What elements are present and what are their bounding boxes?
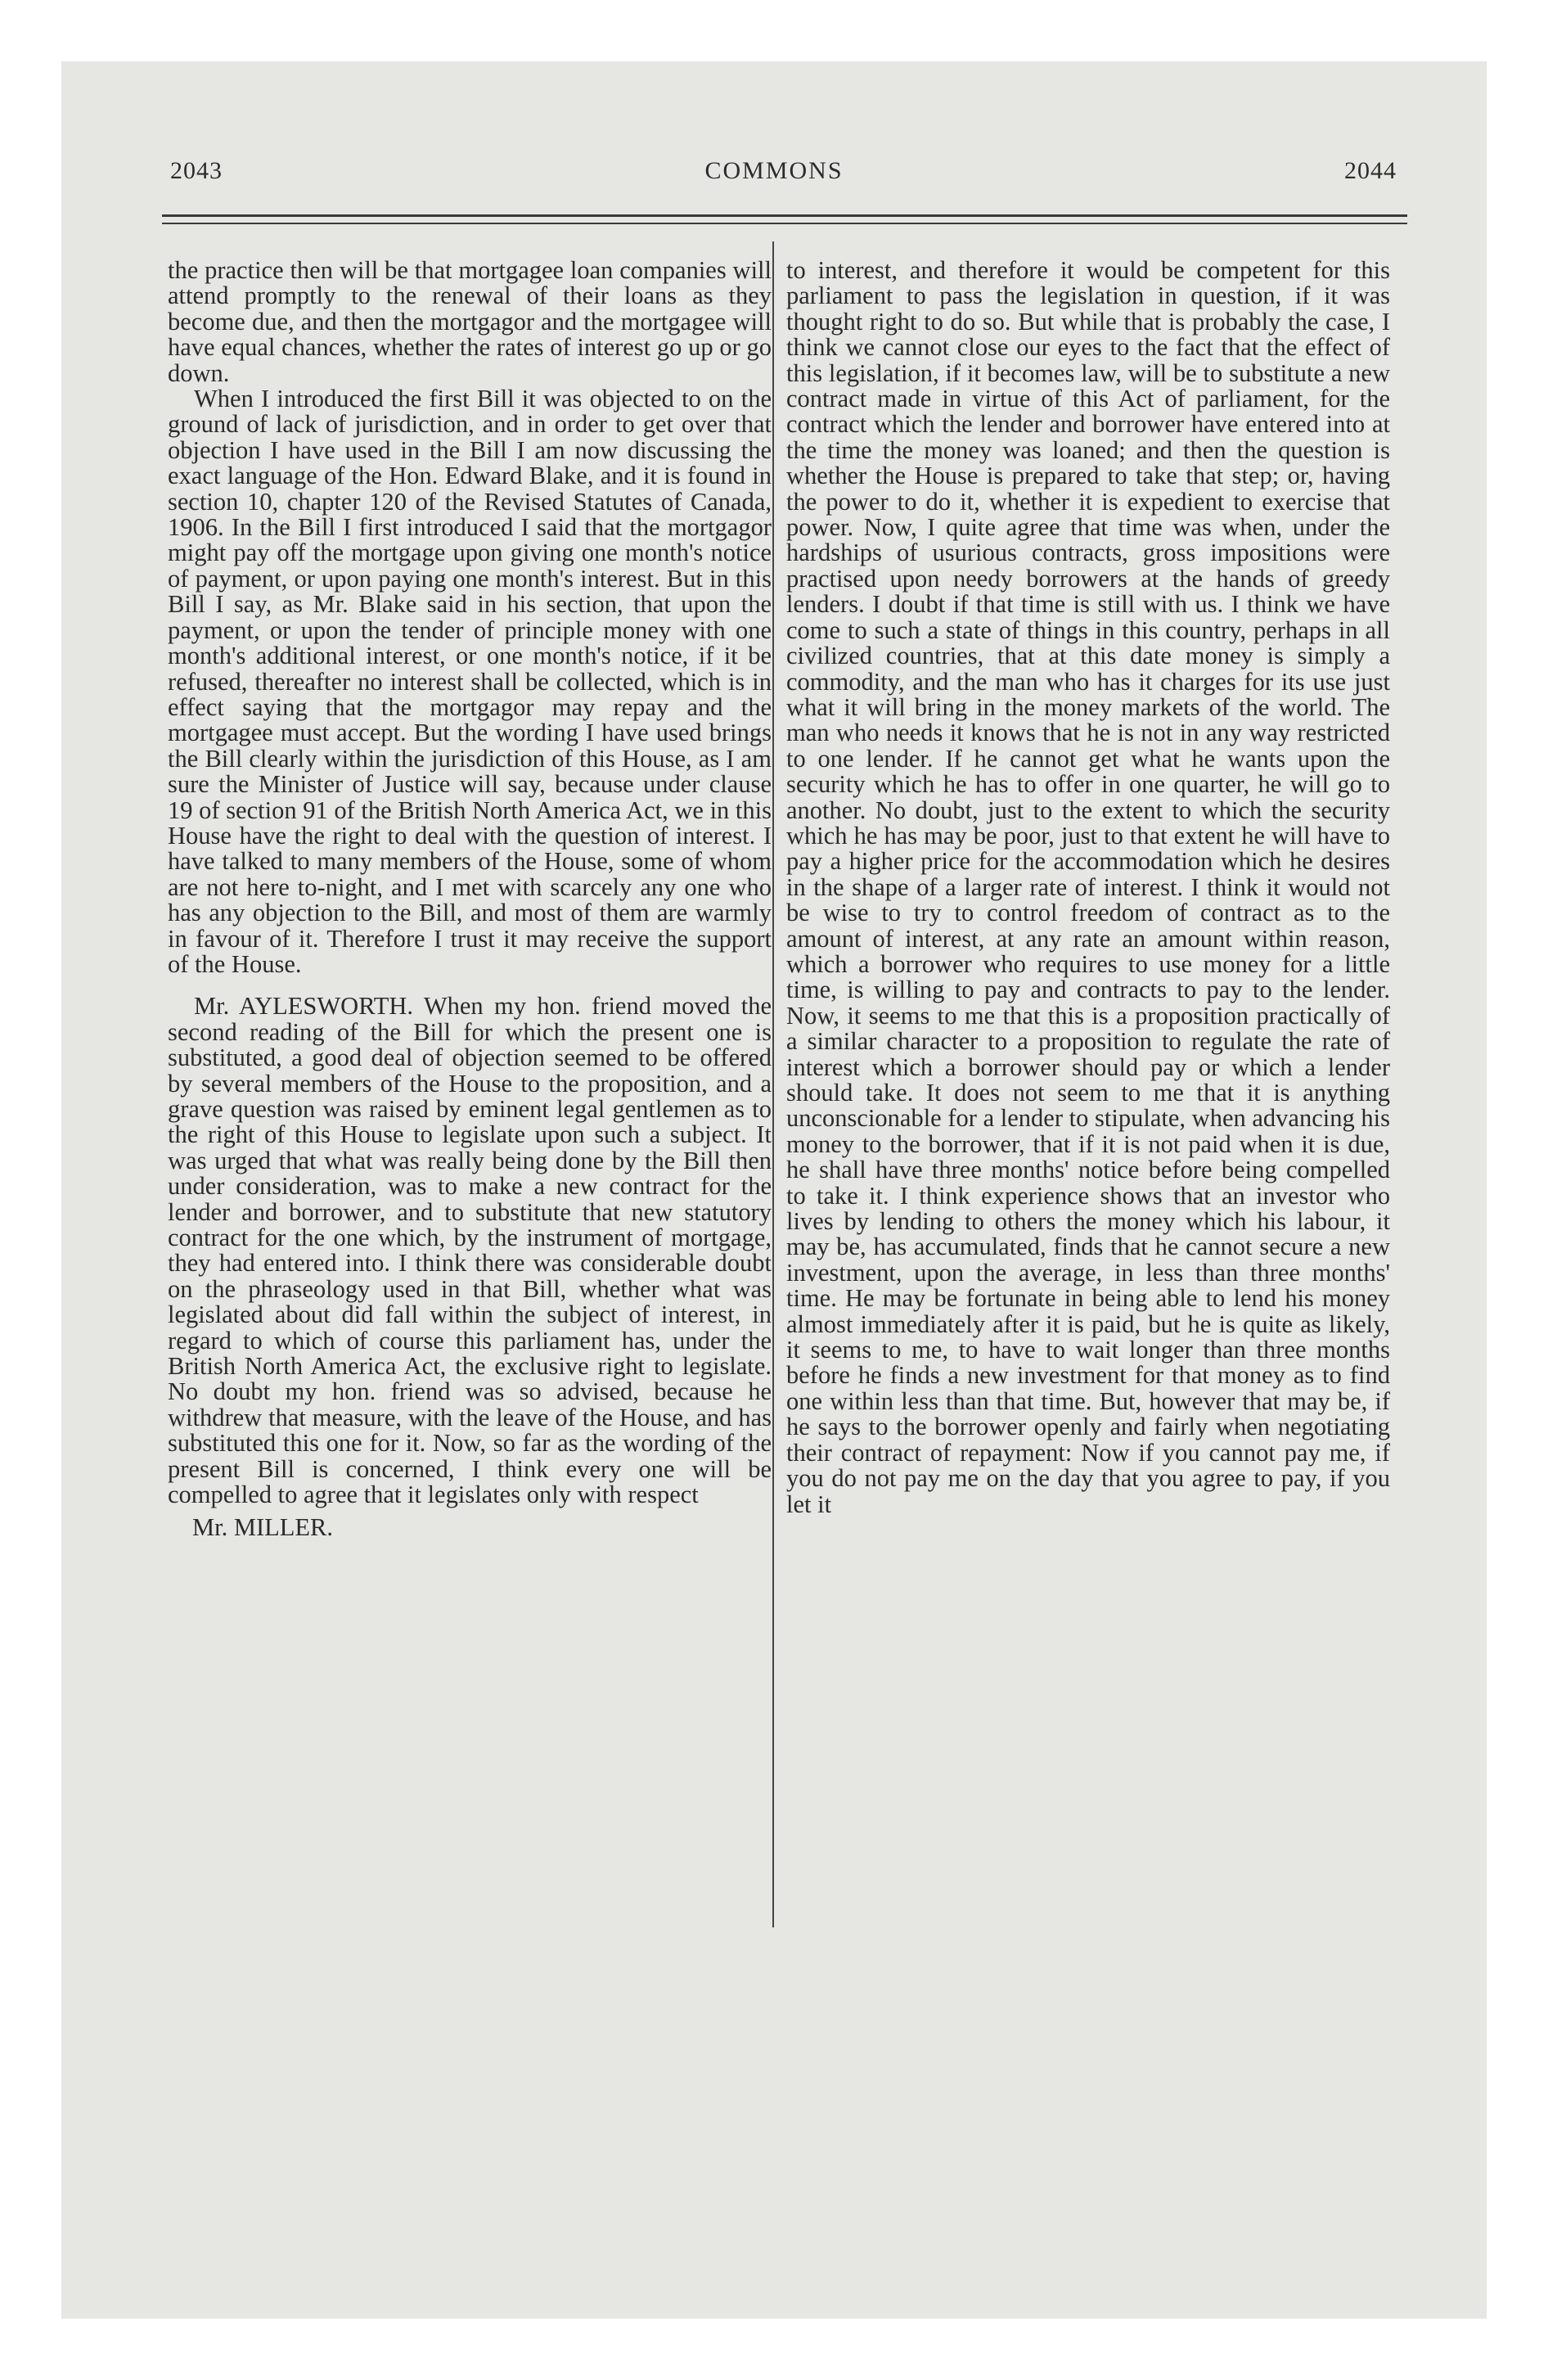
right-column (786, 258, 1390, 1517)
left-paragraph: the practice then will be that mortgagee loan companies will attend promptly to the renewal of their loans as they become due, and then the mortgagor and the mortgagee will have equal chances, whether the rates of interest go up or go down. (168, 256, 772, 387)
column-divider (772, 241, 774, 1927)
page-number-left: 2043 (170, 157, 223, 184)
page-title: COMMONS (704, 157, 844, 184)
left-column (168, 258, 772, 1540)
header-rule-double (162, 223, 1407, 224)
page-number-right: 2044 (1344, 157, 1397, 184)
header-rule (162, 214, 1407, 217)
left-paragraph: When I introduced the first Bill it was objected to on the ground of lack of jurisdiction, and in order to get over that objection I have used in the Bill I am now discussing the exact language of the Hon. Edward Blake, and it is found in section 10, chapter 120 of the Revised Statutes of Canada, 1906. In the Bill I first introduced I said that the mortgagor might pay off the mortgage upon giving one month's notice of payment, or upon paying one month's interest. But in this Bill I say, as Mr. Blake said in his section, that upon the payment, or upon the tender of principle money with one month's additional interest, or one month's notice, if it be refused, thereafter no interest shall be collected, which is in effect saying that the mortgagor may repay and the mortgagee must accept. But the wording I have used brings the Bill clearly within the jurisdiction of this House, as I am sure the Minister of Justice will say, because under clause 19 of section 91 of the British North America Act, we in this House have the right to deal with the question of interest. I have talked to many members of the House, some of whom are not here to-night, and I met with scarcely any one who has any objection to the Bill, and most of them are warmly in favour of it. Therefore I trust it may receive the support of the House. (168, 385, 772, 978)
left-paragraph: Mr. AYLESWORTH. When my hon. friend moved the second reading of the Bill for which the present one is substituted, a good deal of objection seemed to be offered by several members of the House to the proposition, and a grave question was raised by eminent legal gentlemen as to the right of this House to legislate upon such a subject. It was urged that what was really being done by the Bill then under consideration, was to make a new contract for the lender and borrower, and to substitute that new statutory contract for the one which, by the instrument of mortgage, they had entered into. I think there was considerable doubt on the phraseology used in that Bill, whether what was legislated about did fall within the subject of interest, in regard to which of course this parliament has, under the British North America Act, the exclusive right to legislate. No doubt my hon. friend was so advised, because he withdrew that measure, with the leave of the House, and has substituted this one for it. Now, so far as the wording of the present Bill is concerned, I think every one will be compelled to agree that it legislates only with respect (168, 992, 772, 1509)
running-footer: Mr. MILLER. (192, 1512, 333, 1541)
right-paragraph: to interest, and therefore it would be competent for this parliament to pass the legislation in question, if it was thought right to do so. But while that is probably the case, I think we cannot close our eyes to the fact that the effect of this legislation, if it becomes law, will be to substitute a new contract made in virtue of this Act of parliament, for the contract which the lender and borrower have entered into at the time the money was loaned; and then the question is whether the House is prepared to take that step; or, having the power to do it, whether it is expedient to exercise that power. Now, I quite agree that time was when, under the hardships of usurious contracts, gross impositions were practised upon needy borrowers at the hands of greedy lenders. I doubt if that time is still with us. I think we have come to such a state of things in this country, perhaps in all civilized countries, that at this date money is simply a commodity, and the man who has it charges for its use just what it will bring in the money markets of the world. The man who needs it knows that he is not in any way restricted to one lender. If he cannot get what he wants upon the security which he has to offer in one quarter, he will go to another. No doubt, just to the extent to which the security which he has may be poor, just to that extent he will have to pay a higher price for the accommodation which he desires in the shape of a larger rate of interest. I think it would not be wise to try to control freedom of contract as to the amount of interest, at any rate an amount within reason, which a borrower who requires to use money for a little time, is willing to pay and contracts to pay to the lender. Now, it seems to me that this is a proposition practically of a similar character to a proposition to regulate the rate of interest which a borrower should pay or which a lender should take. It does not seem to me that it is anything unconscionable for a lender to stipulate, when advancing his money to the borrower, that if it is not paid when it is due, he shall have three months' notice before being compelled to take it. I think experience shows that an investor who lives by lending to others the money which his labour, it may be, has accumulated, finds that he cannot secure a new investment, upon the average, in less than three months' time. He may be fortunate in being able to lend his money almost immediately after it is paid, but he is quite as likely, it seems to me, to have to wait longer than three months before he finds a new investment for that money as to find one within less than that time. But, however that may be, if he says to the borrower openly and fairly when negotiating their contract of repayment: Now if you cannot pay me, if you do not pay me on the day that you agree to pay, if you let it (786, 256, 1390, 1518)
